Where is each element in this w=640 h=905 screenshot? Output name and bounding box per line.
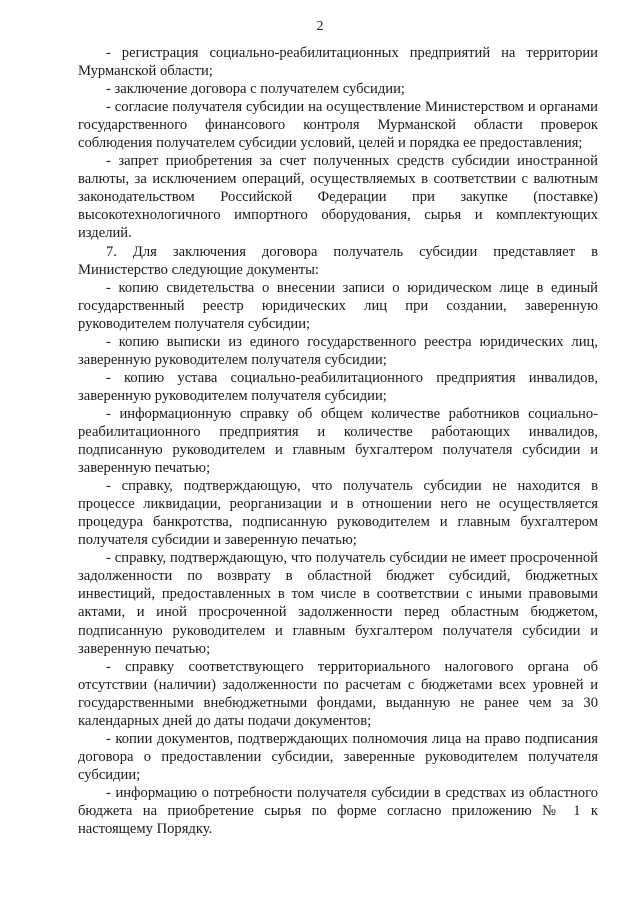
page-number: 2	[316, 19, 324, 34]
paragraph: - информацию о потребности получателя субсидии в средствах из областного бюджета на приобретение сырья по форме согласно приложению № 1 к настоящему Порядку.	[78, 784, 598, 838]
paragraph: - копию выписки из единого государственного реестра юридических лиц, заверенную руководителем получателя субсидии;	[78, 333, 598, 368]
paragraph: - информационную справку об общем количестве работников социально-реабилитационного предприятия и количестве работающих инвалидов, подписанную руководителем и главным бухгалтером получателя субсидии и заверенную печатью;	[78, 405, 598, 477]
paragraph: - копию свидетельства о внесении записи о юридическом лице в единый государственный реестр юридических лиц при создании, заверенную руководителем получателя субсидии;	[78, 279, 598, 332]
paragraph: - регистрация социально-реабилитационных предприятий на территории Мурманской области;	[78, 45, 598, 80]
document-body	[78, 44, 598, 838]
paragraph: - справку, подтверждающую, что получатель субсидии не находится в процессе ликвидации, реорганизации и в отношении него не осуществляется процедура банкротства, подписанную руководителем и главным бухгалтером получателя субсидии и заверенную печатью;	[78, 478, 598, 549]
paragraph: - справку, подтверждающую, что получатель субсидии не имеет просроченной задолженности по возврату в областной бюджет субсидий, бюджетных инвестиций, предоставленных в том числе в соответствии с иными правовыми актами, и иной просроченной задолженности перед областным бюджетом, подписанную руководителем и главным бухгалтером получателя субсидии и заверенную печатью;	[78, 550, 598, 657]
paragraph: 7. Для заключения договора получатель субсидии представляет в Министерство следующие документы:	[78, 243, 598, 278]
paragraph: - согласие получателя субсидии на осуществление Министерством и органами государственного финансового контроля Мурманской области проверок соблюдения получателем субсидии условий, целей и порядка ее предоставления;	[78, 99, 598, 152]
paragraph: - копии документов, подтверждающих полномочия лица на право подписания договора о предоставлении субсидии, заверенные руководителем получателя субсидии;	[78, 730, 598, 783]
paragraph: - заключение договора с получателем субсидии;	[106, 81, 405, 98]
paragraph: - копию устава социально-реабилитационного предприятия инвалидов, заверенную руководителем получателя субсидии;	[78, 369, 598, 404]
paragraph: - запрет приобретения за счет полученных средств субсидии иностранной валюты, за исключением операций, осуществляемых в соответствии с валютным законодательством Российской Федерации при закупке (поставке) высокотехнологичного импортного оборудования, сырья и комплектующих изделий.	[78, 153, 598, 242]
paragraph: - справку соответствующего территориального налогового органа об отсутствии (наличии) задолженности по расчетам с бюджетами всех уровней и государственными внебюджетными фондами, выданную не ранее чем за 30 календарных дней до даты подачи документов;	[78, 658, 598, 729]
